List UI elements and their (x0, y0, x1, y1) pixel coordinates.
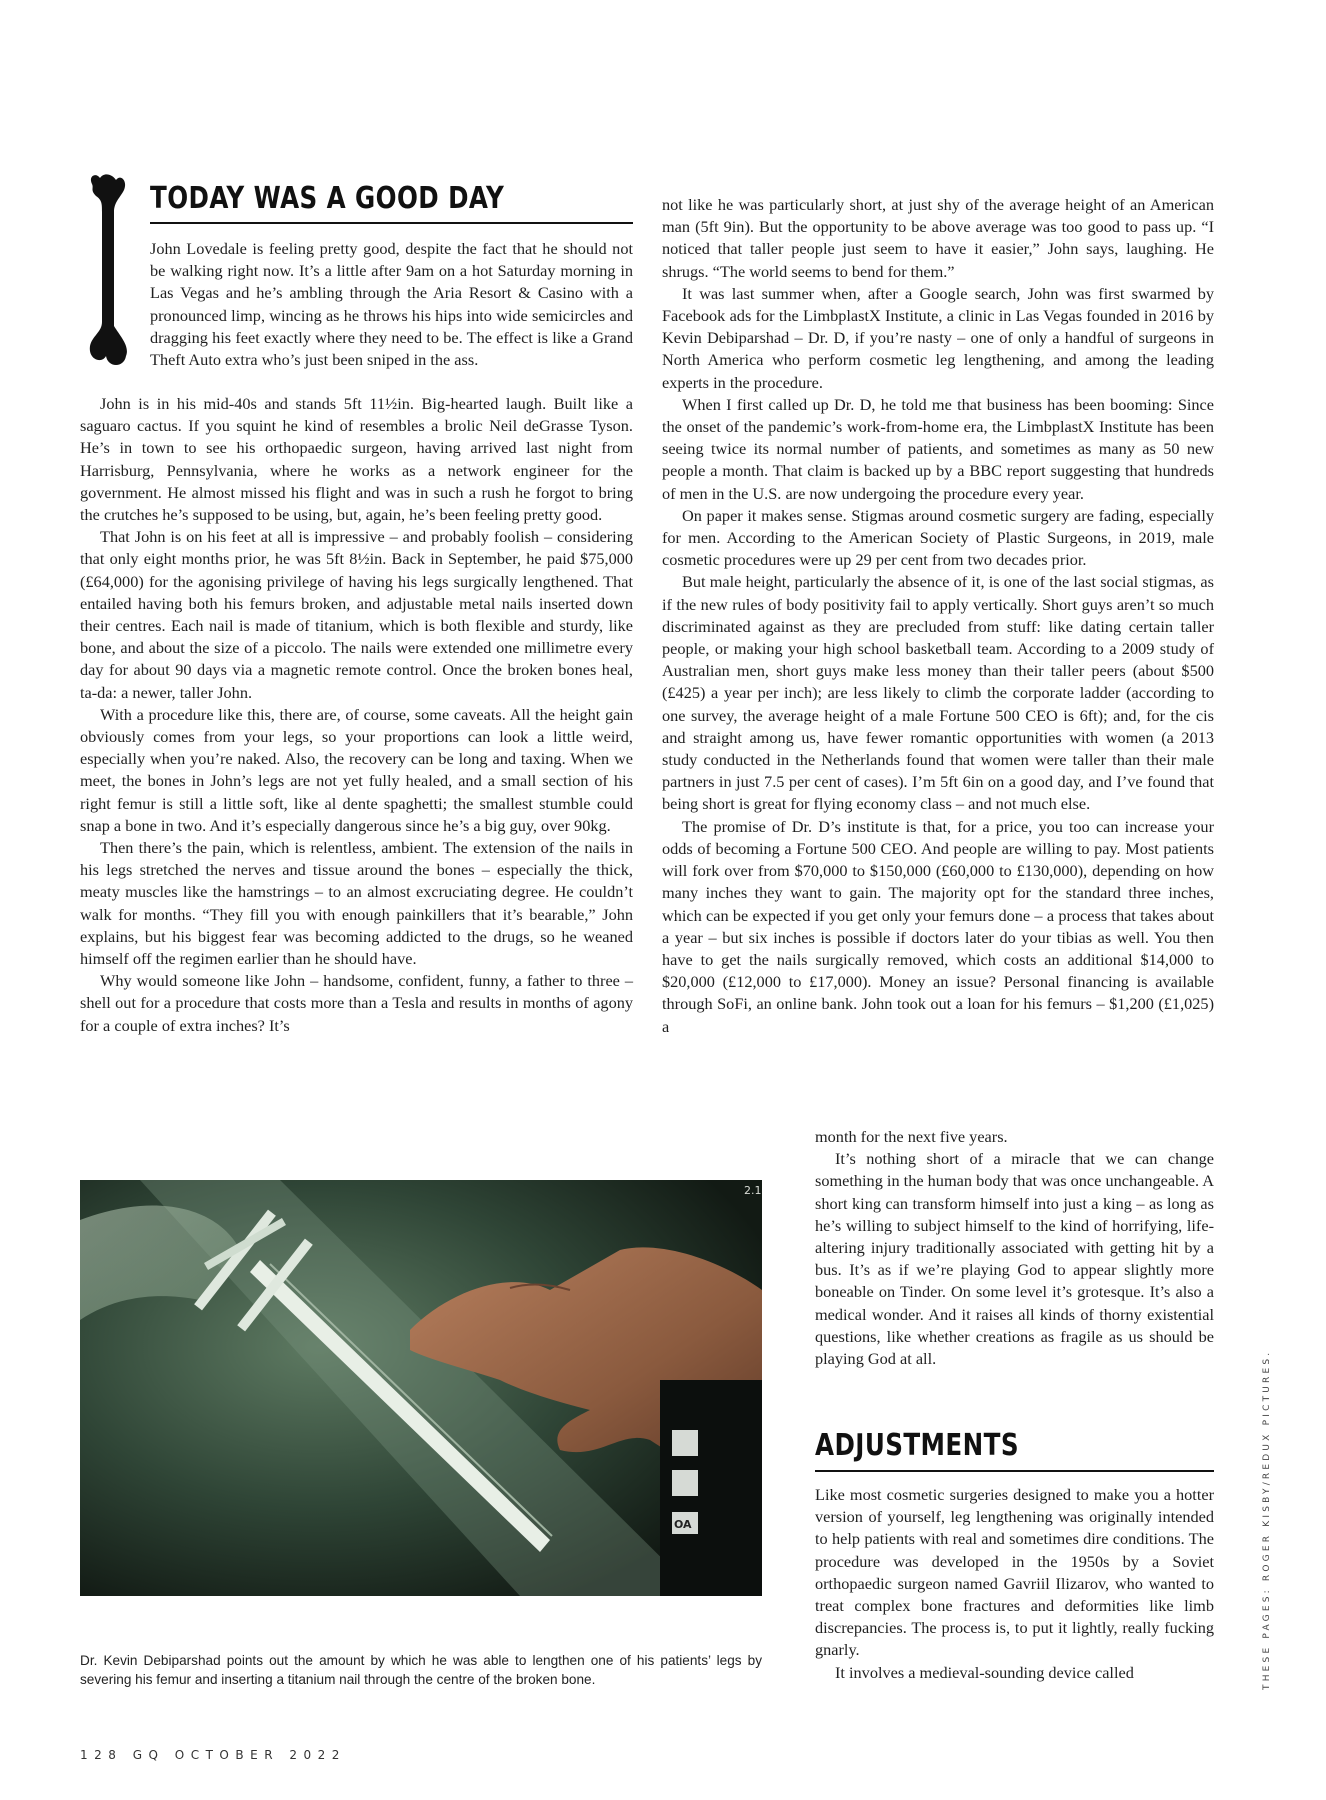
paragraph: It was last summer when, after a Google search, John was first swarmed by Facebook ads for the LimbplastX Institute, a clinic in Las Vegas founded in 2016 by Kevin Debiparshad – Dr. D, if you’re nasty – one of only a handful of surgeons in North America who perform cosmetic leg lengthening, and among the leading experts in the procedure. (662, 283, 1214, 392)
xray-photo (80, 1180, 762, 1596)
section-headline-adjustments: ADJUSTMENTS (815, 1428, 1019, 1463)
adjustments-rule (815, 1470, 1214, 1472)
photo-caption: Dr. Kevin Debiparshad points out the amount by which he was able to lengthen one of his patients’ legs by severing his femur and inserting a titanium nail through the centre of the broken bone. (80, 1653, 762, 1687)
paragraph: John is in his mid-40s and stands 5ft 11½in. Big-hearted laugh. Built like a saguaro cactus. If you squint he kind of resembles a brolic Neil deGrasse Tyson. He’s in town to see his orthopaedic surgeon, having arrived last night from Harrisburg, Pennsylvania, where he works as a network engineer for the government. He almost missed his flight and was in such a rush he forgot to bring the crutches he’s supposed to be using, but, again, he’s been feeling pretty good. (80, 394, 633, 525)
paragraph: That John is on his feet at all is impressive – and probably foolish – considering that only eight months prior, he was 5ft 8½in. Back in September, he paid $75,000 (£64,000) for the agonising privilege of having his legs surgically lengthened. That entailed having both his femurs broken, and adjustable metal nails inserted down their centres. Each nail is made of titanium, which is both flexible and sturdy, like bone, and about the size of a piccolo. The nails were extended one millimetre every day for about 90 days via a magnetic remote control. Once the broken bones heal, ta-da: a newer, taller John. (80, 527, 633, 702)
button-label: OA (674, 1518, 692, 1531)
column-1 (80, 393, 633, 1037)
section-headline-today: TODAY WAS A GOOD DAY (150, 181, 505, 216)
intro-paragraph (150, 238, 633, 371)
column-2 (662, 194, 1214, 1038)
headline-rule (150, 222, 633, 224)
photo-credit: THESE PAGES: ROGER KISBY/REDUX PICTURES. (1262, 1349, 1272, 1690)
paragraph: not like he was particularly short, at just shy of the average height of an American man (5ft 9in). But the opportunity to be above average was too good to pass up. “I noticed that taller people just seem to have it easier,” John says, laughing. He shrugs. “The world seems to bend for them.” (662, 195, 1214, 281)
page-folio: 128 GQ OCTOBER 2022 (80, 1748, 346, 1762)
bone-icon (86, 172, 134, 372)
xray-illustration (80, 1180, 762, 1596)
paragraph: It’s nothing short of a miracle that we can change something in the human body that was once unchangeable. A short king can transform himself into just a king – as long as he’s willing to subject himself to the kind of horrifying, life-altering injury traditionally associated with getting hit by a bus. It’s as if we’re playing God to appear slightly more boneable on Tinder. On some level it’s grotesque. It’s also a medical wonder. And it raises all kinds of thorny existential questions, like whether creations as fragile as us should be playing God at all. (815, 1149, 1214, 1369)
paragraph: The promise of Dr. D’s institute is that, for a price, you too can increase your odds of becoming a Fortune 500 CEO. And people are willing to pay. Most patients will fork over from $70,000 to $150,000 (£60,000 to £130,000), depending on how many inches they want to gain. The majority opt for the standard three inches, which can be expected if you get only your femurs done – a process that takes about a year – but six inches is possible if doctors later do your tibias as well. You then have to get the nails surgically removed, which costs an additional $14,000 to $20,000 (£12,000 to £17,000). Money an issue? Personal financing is available through SoFi, an online bank. John took out a loan for his femurs – $1,200 (£1,025) a (662, 816, 1214, 1036)
monitor-label: 2.1 (744, 1184, 762, 1197)
paragraph: Like most cosmetic surgeries designed to make you a hotter version of yourself, leg lengthening was originally intended to help patients with real and sometimes dire conditions. The procedure was developed in the 1950s by a Soviet orthopaedic surgeon named Gavriil Ilizarov, who wanted to treat complex bone fractures and deformities like limb discrepancies. The process is, to put it lightly, really fucking gnarly. (815, 1485, 1214, 1660)
paragraph: Then there’s the pain, which is relentless, ambient. The extension of the nails in his legs stretched the nerves and tissue around the bones – especially the thick, meaty muscles like the hamstrings – to an almost excruciating degree. He couldn’t walk for months. “They fill you with enough painkillers that it’s bearable,” John explains, but his biggest fear was becoming addicted to the drugs, so he weaned himself off the regimen earlier than he should have. (80, 838, 633, 969)
paragraph: But male height, particularly the absence of it, is one of the last social stigmas, as if the new rules of body positivity fail to apply vertically. Short guys aren’t so much discriminated against as they are precluded from stuff: like dating certain taller people, or making your high school basketball team. According to a 2009 study of Australian men, short guys make less money than their taller peers (about $500 (£425) a year per inch); are less likely to climb the corporate ladder (according to one survey, the average height of a male Fortune 500 CEO is 6ft); and, for the cis and straight among us, have fewer romantic opportunities with women (a 2013 study conducted in the Netherlands found that women were taller than their male partners in just 7.5 per cent of cases). I’m 5ft 6in on a good day, and I’ve found that being short is great for flying economy class – and not much else. (662, 572, 1214, 814)
paragraph: It involves a medieval-sounding device called (835, 1662, 1134, 1682)
section-2-text (815, 1484, 1214, 1684)
paragraph: When I first called up Dr. D, he told me that business has been booming: Since the onset of the pandemic’s work-from-home era, the LimbplastX Institute has been seeing twice its normal number of patients, and sometimes as many as 50 new people a month. That claim is backed up by a BBC report suggesting that hundreds of men in the U.S. are now undergoing the procedure every year. (662, 394, 1214, 503)
paragraph: Why would someone like John – handsome, confident, funny, a father to three – shell out for a procedure that costs more than a Tesla and results in months of agony for a couple of extra inches? It’s (80, 971, 633, 1035)
paragraph: On paper it makes sense. Stigmas around cosmetic surgery are fading, especially for men. According to the American Society of Plastic Surgeons, in 2019, male cosmetic procedures were up 29 per cent from two decades prior. (662, 505, 1214, 570)
paragraph: With a procedure like this, there are, of course, some caveats. All the height gain obviously comes from your legs, so your proportions can look a little weird, especially when you’re naked. Also, the recovery can be long and taxing. When we meet, the bones in John’s legs are not yet fully healed, and a small section of his right femur is still a little soft, like al dente spaghetti; the smallest stumble could snap a bone in two. And it’s especially dangerous since he’s a big guy, over 90kg. (80, 704, 633, 835)
paragraph: month for the next five years. (815, 1127, 1008, 1146)
dropcap-bone (86, 172, 134, 372)
column-3 (815, 1126, 1214, 1370)
intro-text: John Lovedale is feeling pretty good, despite the fact that he should not be walking right now. It’s a little after 9am on a hot Saturday morning in Las Vegas and he’s ambling through the Aria Resort & Casino with a pronounced limp, wincing as he throws his hips into wide semicircles and dragging his feet exactly where they need to be. The effect is like a Grand Theft Auto extra who’s just been sniped in the ass. (150, 239, 633, 370)
